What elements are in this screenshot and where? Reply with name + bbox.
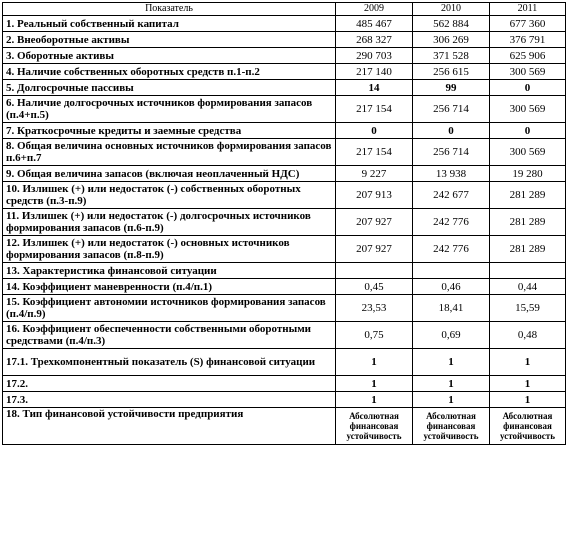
header-indicator: Показатель: [3, 3, 336, 16]
row-label: 3. Оборотные активы: [3, 48, 336, 64]
row-label: 17.1. Трехкомпонентный показатель (S) финансовой ситуации: [3, 349, 336, 376]
table-row: [3, 236, 566, 263]
row-value-2010: 256 714: [413, 96, 490, 123]
row-label: 6. Наличие долгосрочных источников формирования запасов (п.4+п.5): [3, 96, 336, 123]
row-value-2010: 242 776: [413, 209, 490, 236]
row-value-2009: 0,45: [336, 279, 413, 295]
header-year-2009: 2009: [336, 3, 413, 16]
row-label: 2. Внеоборотные активы: [3, 32, 336, 48]
table-row: [3, 32, 566, 48]
row-value-2011: 1: [490, 392, 566, 408]
row-label: 8. Общая величина основных источников формирования запасов п.6+п.7: [3, 139, 336, 166]
row-value-2011: 281 289: [490, 209, 566, 236]
row-label: 4. Наличие собственных оборотных средств п.1-п.2: [3, 64, 336, 80]
row-value-2011: [490, 263, 566, 279]
row-value-2010: 13 938: [413, 166, 490, 182]
table-row: [3, 166, 566, 182]
row-value-2010: 371 528: [413, 48, 490, 64]
table-row: [3, 349, 566, 376]
row-value-2010: 18,41: [413, 295, 490, 322]
row-label: 9. Общая величина запасов (включая неоплаченный НДС): [3, 166, 336, 182]
row-label: 12. Излишек (+) или недостаток (-) основных источников формирования запасов (п.8-п.9): [3, 236, 336, 263]
table-row: [3, 376, 566, 392]
row-label: 18. Тип финансовой устойчивости предприятия: [3, 408, 336, 445]
table-row: [3, 139, 566, 166]
row-value-2011: 0: [490, 80, 566, 96]
table-row: [3, 322, 566, 349]
row-label: 14. Коэффициент маневренности (п.4/п.1): [3, 279, 336, 295]
row-label: 16. Коэффициент обеспеченности собственными оборотными средствами (п.4/п.3): [3, 322, 336, 349]
row-value-2009: 1: [336, 349, 413, 376]
row-value-2011: 300 569: [490, 96, 566, 123]
row-value-2011: 376 791: [490, 32, 566, 48]
table-row: [3, 279, 566, 295]
row-value-2009: 217 140: [336, 64, 413, 80]
row-value-2010: 1: [413, 349, 490, 376]
row-value-2010: 242 776: [413, 236, 490, 263]
header-year-2010: 2010: [413, 3, 490, 16]
row-label: 10. Излишек (+) или недостаток (-) собственных оборотных средств (п.3-п.9): [3, 182, 336, 209]
row-value-2010: 562 884: [413, 16, 490, 32]
row-value-2010: 1: [413, 376, 490, 392]
row-value-2009: 485 467: [336, 16, 413, 32]
row-value-2010: 242 677: [413, 182, 490, 209]
row-value-2011: 300 569: [490, 139, 566, 166]
table-row: [3, 64, 566, 80]
row-value-2011: 625 906: [490, 48, 566, 64]
row-value-2009: 268 327: [336, 32, 413, 48]
header-year-2011: 2011: [490, 3, 566, 16]
row-value-2010: 256 615: [413, 64, 490, 80]
row-value-2011: 300 569: [490, 64, 566, 80]
row-value-2009: 217 154: [336, 139, 413, 166]
table-row: [3, 295, 566, 322]
row-label: 17.3.: [3, 392, 336, 408]
row-value-2011: 677 360: [490, 16, 566, 32]
row-value-2010: 256 714: [413, 139, 490, 166]
table-row: [3, 48, 566, 64]
table-body: [3, 16, 566, 445]
row-value-2011: 0,44: [490, 279, 566, 295]
row-value-2011: 281 289: [490, 236, 566, 263]
table-row: [3, 80, 566, 96]
row-value-2010: 306 269: [413, 32, 490, 48]
row-label: 13. Характеристика финансовой ситуации: [3, 263, 336, 279]
row-value-2009: 0,75: [336, 322, 413, 349]
row-value-2009: 14: [336, 80, 413, 96]
row-value-2009: 290 703: [336, 48, 413, 64]
row-value-2009: 1: [336, 376, 413, 392]
table-row: [3, 263, 566, 279]
row-value-2009: 23,53: [336, 295, 413, 322]
row-value-2009: 207 927: [336, 236, 413, 263]
row-label: 5. Долгосрочные пассивы: [3, 80, 336, 96]
row-value-2011: 0,48: [490, 322, 566, 349]
table-row: [3, 408, 566, 445]
row-value-2010: 0: [413, 123, 490, 139]
row-label: 17.2.: [3, 376, 336, 392]
row-label: 1. Реальный собственный капитал: [3, 16, 336, 32]
row-value-2010: 0,69: [413, 322, 490, 349]
row-value-2010: 0,46: [413, 279, 490, 295]
row-label: 15. Коэффициент автономии источников формирования запасов (п.4/п.9): [3, 295, 336, 322]
row-label: 7. Краткосрочные кредиты и заемные средства: [3, 123, 336, 139]
row-value-2010: 99: [413, 80, 490, 96]
row-value-2009: [336, 263, 413, 279]
row-value-2011: 281 289: [490, 182, 566, 209]
row-value-2011: 1: [490, 349, 566, 376]
financial-stability-table: [2, 2, 566, 445]
table-row: [3, 96, 566, 123]
row-value-2009: 207 913: [336, 182, 413, 209]
row-value-2009: 0: [336, 123, 413, 139]
row-value-2009: 1: [336, 392, 413, 408]
row-value-2011: 1: [490, 376, 566, 392]
table-row: [3, 392, 566, 408]
row-value-2011: 19 280: [490, 166, 566, 182]
row-value-2009: 217 154: [336, 96, 413, 123]
table-row: [3, 16, 566, 32]
row-value-2011: 0: [490, 123, 566, 139]
row-value-2010: [413, 263, 490, 279]
row-value-2010: Абсолютная финансовая устойчивость: [413, 408, 490, 445]
row-value-2009: 207 927: [336, 209, 413, 236]
row-label: 11. Излишек (+) или недостаток (-) долгосрочных источников формирования запасов (п.6-п.9): [3, 209, 336, 236]
row-value-2009: 9 227: [336, 166, 413, 182]
row-value-2011: Абсолютная финансовая устойчивость: [490, 408, 566, 445]
table-row: [3, 123, 566, 139]
row-value-2011: 15,59: [490, 295, 566, 322]
table-row: [3, 182, 566, 209]
row-value-2010: 1: [413, 392, 490, 408]
row-value-2009: Абсолютная финансовая устойчивость: [336, 408, 413, 445]
table-header-row: [3, 3, 566, 16]
table-row: [3, 209, 566, 236]
